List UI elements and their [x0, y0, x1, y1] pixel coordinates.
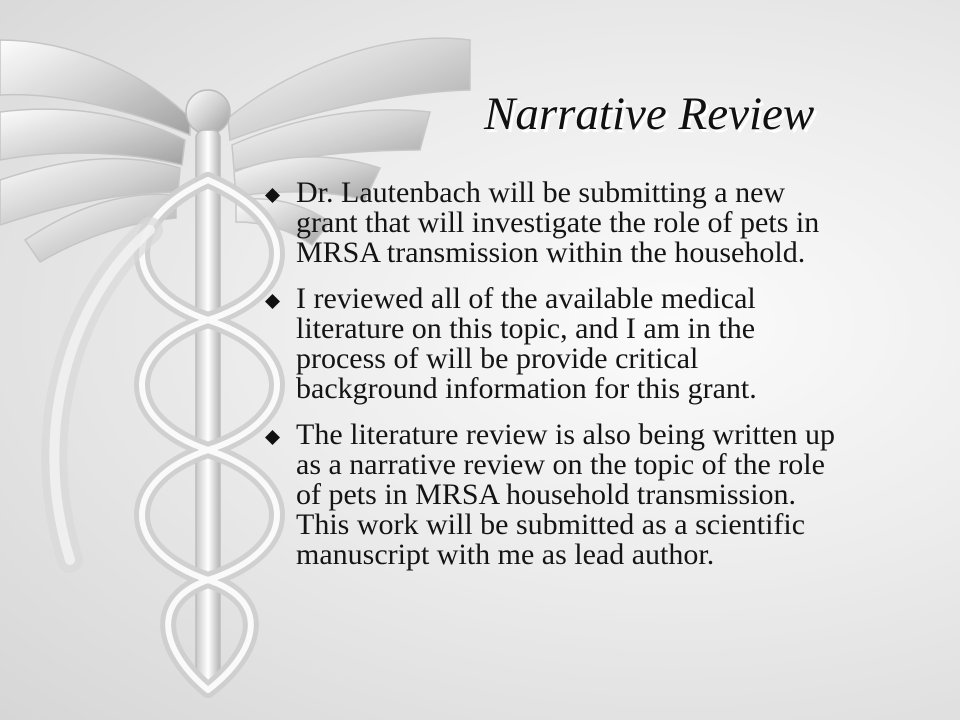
diamond-bullet-icon — [265, 188, 280, 203]
bullet-text-line: manuscript with me as lead author. — [296, 538, 715, 571]
list-item — [262, 420, 942, 570]
bullet-text-line: background information for this grant. — [296, 372, 757, 405]
bullet-text-line: MRSA transmission within the household. — [296, 236, 806, 269]
slide-title: Narrative Review — [484, 88, 815, 140]
bullet-text-line: as a narrative review on the topic of the role — [296, 448, 825, 481]
bullet-list — [262, 178, 942, 586]
bullet-text-line: grant that will investigate the role of pets in — [296, 206, 820, 239]
bullet-text-line: process of will be provide critical — [296, 342, 699, 375]
bullet-text-line: I reviewed all of the available medical — [296, 282, 756, 315]
bullet-text-line: literature on this topic, and I am in the — [296, 312, 756, 345]
bullet-text-line: This work will be submitted as a scientific — [296, 508, 806, 541]
diamond-bullet-icon — [265, 294, 280, 309]
bullet-text-line: of pets in MRSA household transmission. — [296, 478, 797, 511]
list-item — [262, 284, 942, 404]
diamond-bullet-icon — [265, 430, 280, 445]
bullet-text-line: Dr. Lautenbach will be submitting a new — [296, 176, 786, 209]
list-item — [262, 178, 942, 268]
bullet-text-line: The literature review is also being written up — [296, 418, 835, 451]
